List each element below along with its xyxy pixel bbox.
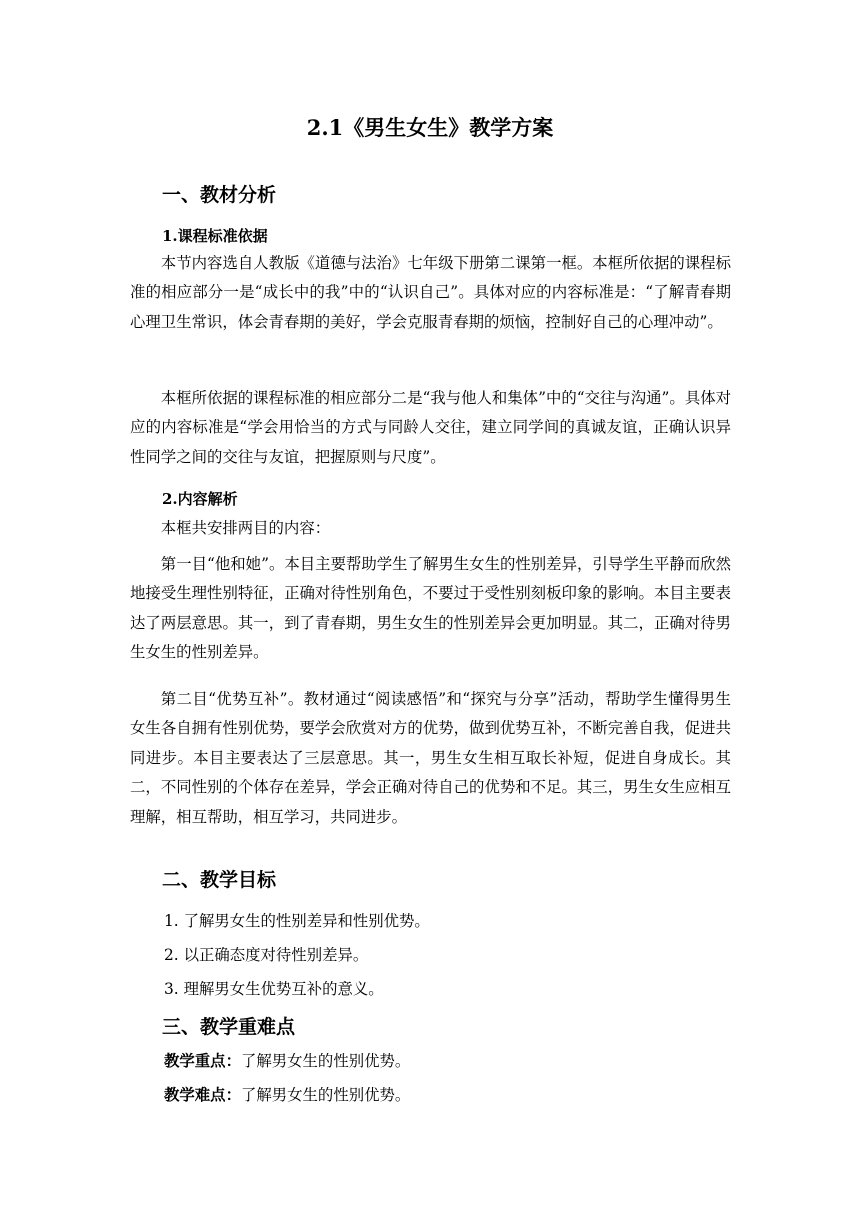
subsection-heading-curriculum-basis: 1.课程标准依据 xyxy=(162,227,268,245)
section-heading-key-difficult-points: 三、教学重难点 xyxy=(162,1016,296,1038)
section-heading-textbook-analysis: 一、教材分析 xyxy=(162,184,277,206)
subsection-heading-content-analysis: 2.内容解析 xyxy=(162,490,238,508)
objective-item: 1. 了解男女生的性别差异和性别优势。 xyxy=(164,912,430,930)
paragraph-content-first-item: 第一目“他和她”。本目主要帮助学生了解男生女生的性别差异，引导学生平静而欣然地接受生理性别特征，正确对待性别角色，不要过于受性别刻板印象的影响。本目主要表达了两层意思。其一，到了青春期，男生女生的性别差异会更加明显。其二，正确对待男生女生的性别差异。 xyxy=(130,555,731,662)
paragraph-curriculum-basis-1: 本节内容选自人教版《道德与法治》七年级下册第二课第一框。本框所依据的课程标准的相应部分一是“成长中的我”中的“认识自己”。具体对应的内容标准是：“了解青春期心理卫生常识，体会青春期的美好，学会克服青春期的烦恼，控制好自己的心理冲动”。 xyxy=(130,254,731,331)
difficult-point-value: 了解男女生的性别优势。 xyxy=(240,1086,411,1104)
objective-item: 2. 以正确态度对待性别差异。 xyxy=(164,946,369,964)
key-point-value: 了解男女生的性别优势。 xyxy=(240,1052,411,1070)
key-point-line xyxy=(164,1049,410,1073)
objective-item: 3. 理解男女生优势互补的意义。 xyxy=(164,980,384,998)
paragraph-curriculum-basis-2: 本框所依据的课程标准的相应部分二是“我与他人和集体”中的“交往与沟通”。具体对应的内容标准是“学会用恰当的方式与同龄人交往，建立同学间的真诚友谊，正确认识异性同学之间的交往与友谊，把握原则与尺度”。 xyxy=(130,389,731,466)
section-heading-teaching-objectives: 二、教学目标 xyxy=(162,869,277,891)
key-point-label: 教学重点： xyxy=(164,1052,241,1070)
paragraph-content-intro: 本框共安排两目的内容： xyxy=(160,519,331,537)
difficult-point-line xyxy=(164,1083,410,1107)
paragraph-content-second-item: 第二目“优势互补”。教材通过“阅读感悟”和“探究与分享”活动，帮助学生懂得男生女生各自拥有性别优势，要学会欣赏对方的优势，做到优势互补，不断完善自我，促进共同进步。本目主要表达了三层意思。其一，男生女生相互取长补短，促进自身成长。其二，不同性别的个体存在差异，学会正确对待自己的优势和不足。其三，男生女生应相互理解，相互帮助，相互学习，共同进步。 xyxy=(130,690,731,826)
document-title: 2.1《男生女生》教学方案 xyxy=(306,115,554,140)
difficult-point-label: 教学难点： xyxy=(164,1086,241,1104)
